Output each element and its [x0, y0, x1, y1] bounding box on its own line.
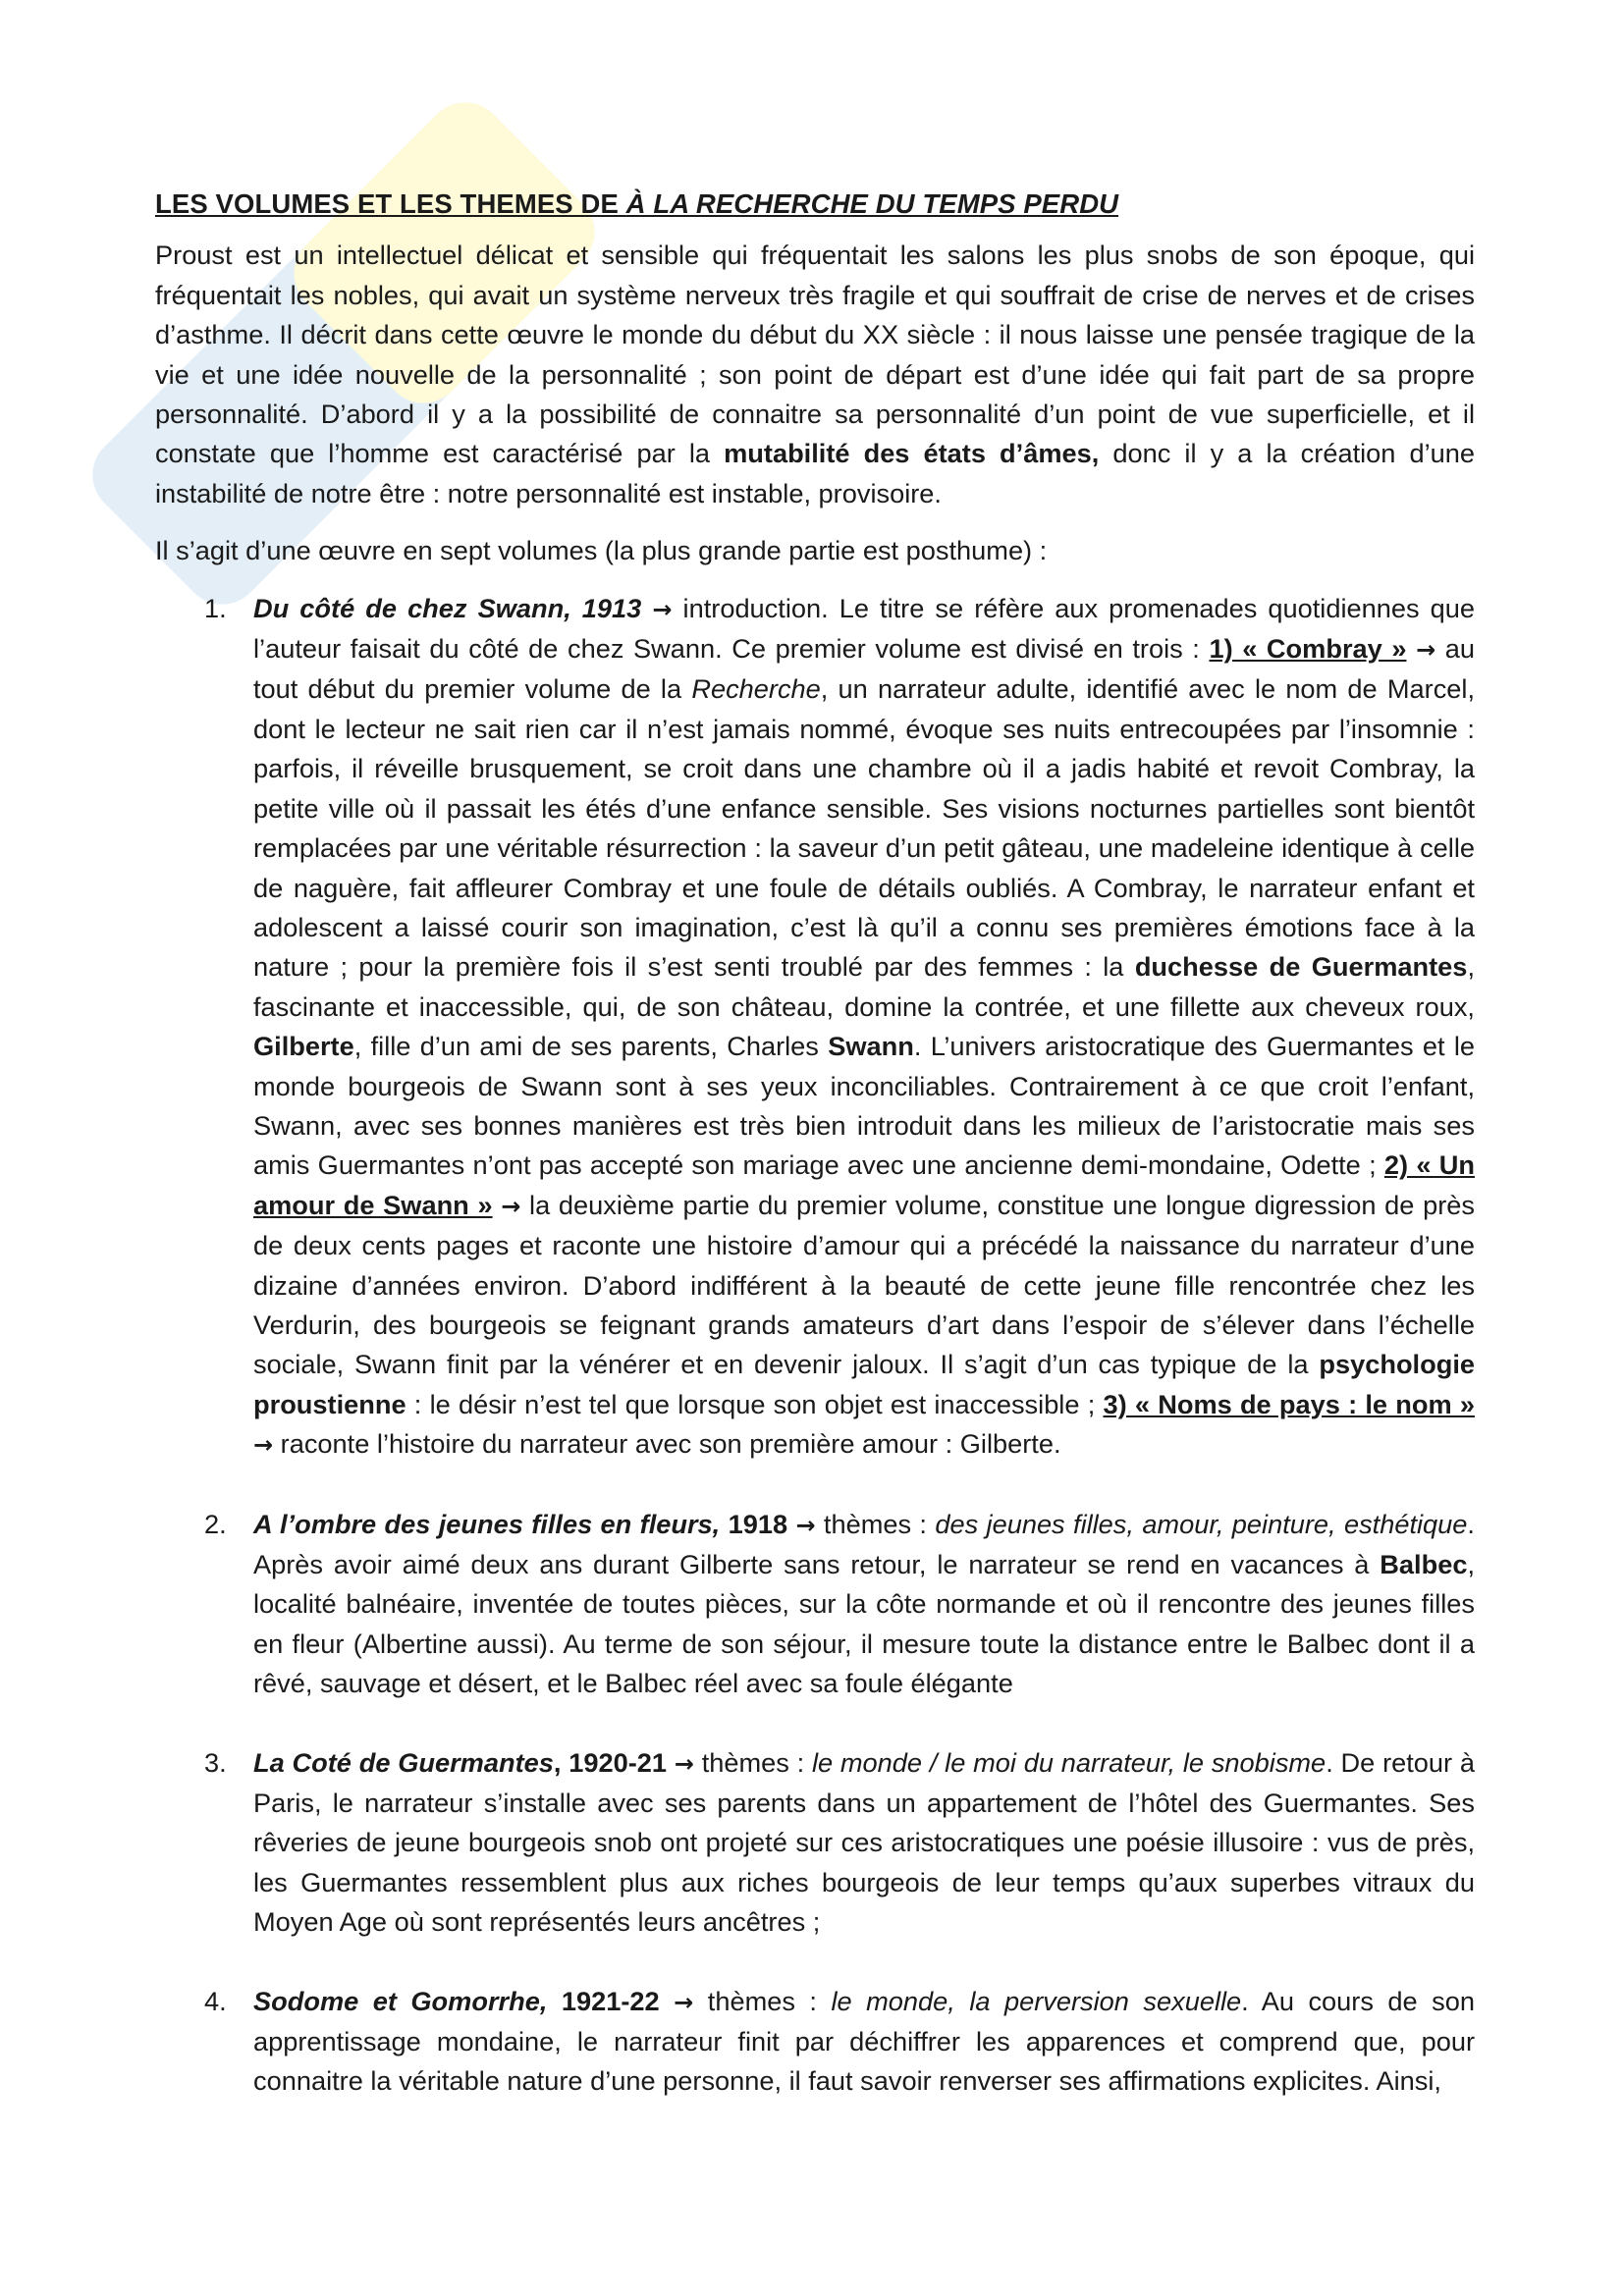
part-title: 2) « Un amour de Swann » — [253, 1149, 1475, 1220]
arrow-icon: → — [652, 595, 673, 623]
list-item — [155, 1743, 1475, 1943]
part-title: 1) « Combray » — [1209, 633, 1407, 665]
title-prefix: LES VOLUMES ET LES THEMES DE — [155, 188, 626, 219]
arrow-icon: → — [674, 1988, 694, 2016]
intro-paragraph: Proust est un intellectuel délicat et sensible qui fréquentait les salons les plus snobs de son époque, qui fréquentait les nobles, qui avait un système nerveux très fragile et qui souffrait de crise de nerves et de crises d’asthme. Il décrit dans cette œuvre le monde du début du XX siècle : il nous laisse une pensée tragique de la vie et une idée nouvelle de la personnalité ; son point de départ est d’une idée qui fait part de sa propre personnalité. D’abord il y a la possibilité de connaitre sa personnalité d’un point de vue superficielle, et il constate que l’homme est caractérisé par la mutabilité des états d’âmes, donc il y a la création d’une instabilité de notre être : notre personnalité est instable, provisoire. — [155, 240, 1476, 508]
lead-paragraph: Il s’agit d’une œuvre en sept volumes (la plus grande partie est posthume) : — [155, 535, 1048, 566]
item-text: Sodome et Gomorrhe, 1921-22 → thèmes : le monde, la perversion sexuelle. Au cours de son apprentissage mondaine, le narrateur finit par déchiffrer les apparences et comprend que, pour connaitre la véritable nature d’une personne, il faut savoir renverser ses affirmations explicites. Ainsi, — [253, 1985, 1475, 2097]
item-text: A l’ombre des jeunes filles en fleurs, 1918 → thèmes : des jeunes filles, amour, peinture, esthétique. Après avoir aimé deux ans durant Gilberte sans retour, le narrateur se rend en vacances à Balbec, localité balnéaire, inventée de toutes pièces, sur la côte normande et où il rencontre des jeunes filles en fleur (Albertine aussi). Au terme de son séjour, il mesure toute la distance entre le Balbec dont il a rêvé, sauvage et désert, et le Balbec réel avec sa foule élégante — [253, 1508, 1475, 1699]
list-item — [155, 589, 1475, 1466]
volume-title: Du côté de chez Swann, 1913 — [253, 592, 642, 623]
item-number: 1. — [204, 592, 227, 623]
item-number: 2. — [204, 1508, 227, 1539]
page-title — [155, 185, 1475, 224]
item-number: 4. — [204, 1985, 227, 2016]
document-page — [155, 185, 1475, 2141]
arrow-icon: → — [501, 1192, 521, 1220]
arrow-icon: → — [795, 1511, 816, 1539]
volume-title: La Coté de Guermantes — [253, 1746, 554, 1778]
item-text: La Coté de Guermantes, 1920-21 → thèmes : le monde / le moi du narrateur, le snobisme. De retour à Paris, le narrateur s’installe avec ses parents dans un appartement de l’hôtel des Guermantes. Ses rêveries de jeune bourgeois snob ont projeté sur ces aristocratiques une poésie illusoire : vus de près, les Guermantes ressemblent plus aux riches bourgeois de leur temps qu’aux superbes vitraux du Moyen Age où sont représentés leurs ancêtres ; — [253, 1746, 1475, 1938]
arrow-icon: → — [253, 1431, 274, 1460]
volume-title: A l’ombre des jeunes filles en fleurs, — [253, 1508, 721, 1539]
volumes-list — [155, 589, 1475, 2102]
title-italic: À LA RECHERCHE DU TEMPS PERDU — [625, 188, 1119, 219]
item-text: Du côté de chez Swann, 1913 → introduction. Le titre se réfère aux promenades quotidiennes que l’auteur faisait du côté de chez Swann. Ce premier volume est divisé en trois : 1) « Combray » → au tout début du premier volume de la Recherche, un narrateur adulte, identifié avec le nom de Marcel, dont le lecteur ne sait rien car il n’est jamais nommé, évoque ses nuits entrecoupées par l’insomnie : parfois, il réveille brusquement, se croit dans une chambre où il a jadis habité et revoit Combray, la petite ville où il passait les étés d’une enfance sensible. Ses visions nocturnes partielles sont bientôt remplacées par une véritable résurrection : la saveur d’un petit gâteau, une madeleine identique à celle de naguère, fait affleurer Combray et une foule de détails oubliés. A Combray, le narrateur enfant et adolescent a laissé courir son imagination, c’est là qu’il a connu ses premières émotions face à la nature ; pour la première fois il s’est senti troublé par des femmes : la duchesse de Guermantes, fascinante et inaccessible, qui, de son château, domine la contrée, et une fillette aux cheveux roux, Gilberte, fille d’un ami de ses parents, Charles Swann. L’univers aristocratique des Guermantes et le monde bourgeois de Swann sont à ses yeux inconciliables. Contrairement à ce que croit l’enfant, Swann, avec ses bonnes manières est très bien introduit dans les milieux de l’aristocratie mais ses amis Guermantes n’ont pas accepté son mariage avec une ancienne demi-mondaine, Odette ; 2) « Un amour de Swann » → la deuxième partie du premier volume, constitue une longue digression de près de deux cents pages et raconte une histoire d’amour qui a précédé la naissance du narrateur d’une dizaine d’années environ. D’abord indifférent à la beauté de cette jeune fille rencontrée chez les Verdurin, des bourgeois se feignant grands amateurs d’art dans l’espoir de s’élever dans l’échelle sociale, Swann finit par la vénérer et en devenir jaloux. Il s’agit d’un cas typique de la psychologie proustienne : le désir n’est tel que lorsque son objet est inaccessible ; 3) « Noms de pays : le nom » → raconte l’histoire du narrateur avec son première amour : Gilberte. — [253, 592, 1476, 1460]
arrow-icon: → — [1416, 636, 1436, 665]
list-item — [155, 1982, 1475, 2102]
volume-title: Sodome et Gomorrhe, — [253, 1985, 548, 2016]
part-title: 3) « Noms de pays : le nom » — [1103, 1388, 1475, 1419]
intro-bold: mutabilité des états d’âmes, — [724, 438, 1100, 469]
list-item — [155, 1505, 1475, 1704]
arrow-icon: → — [674, 1749, 694, 1778]
item-number: 3. — [204, 1746, 227, 1778]
